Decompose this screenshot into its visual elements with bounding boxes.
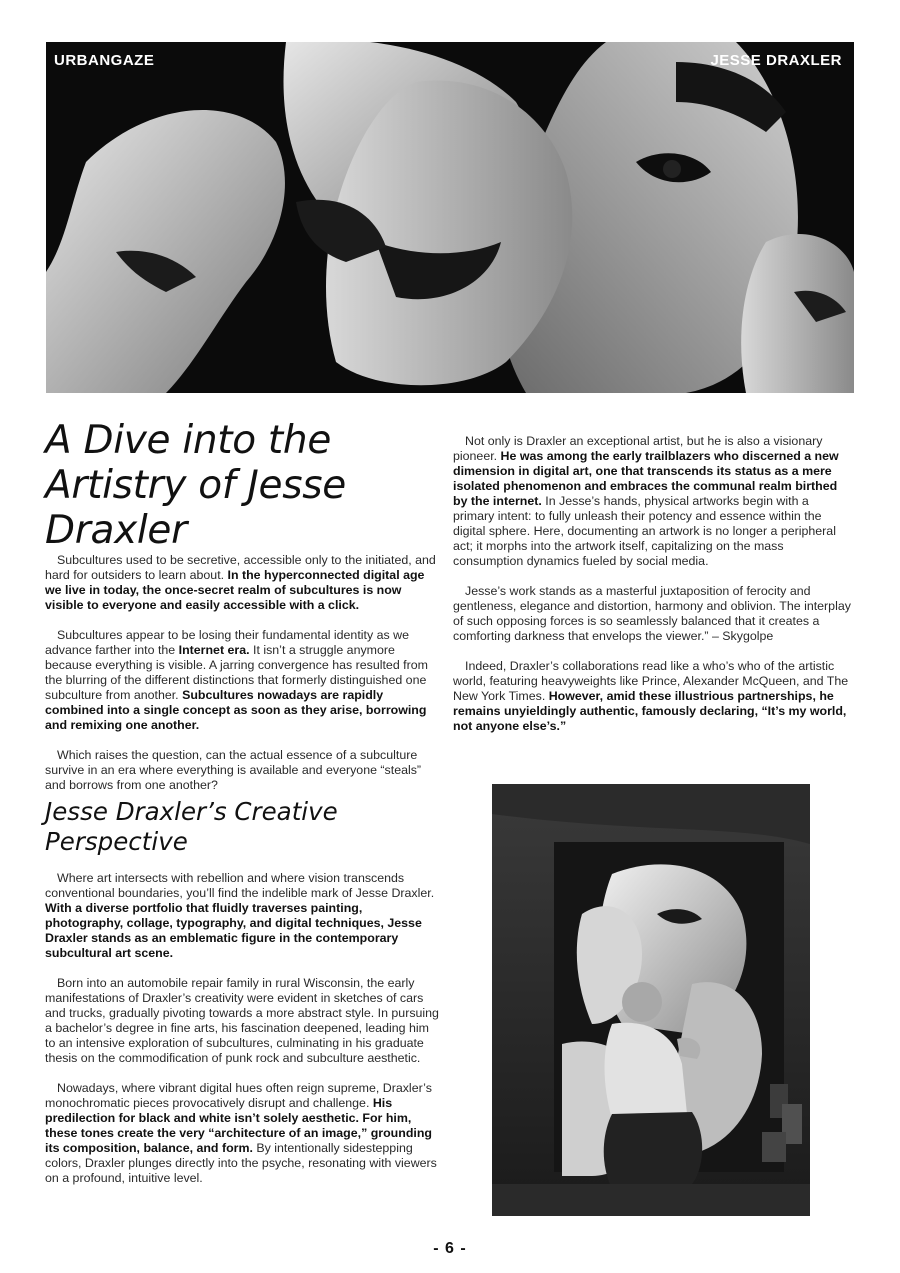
section-heading: Jesse Draxler’s Creative Perspective bbox=[45, 797, 338, 856]
intro-paragraph-3: Which raises the question, can the actual essence of a subculture survive in an era where everything is available and everyone “steals” and borrows from one another? bbox=[45, 748, 422, 792]
right-paragraph-1: Not only is Draxler an exceptional artist, but he is also a visionary pioneer. He was among the early trailblazers who discerned a new dimension in digital art, one that transcends its status as a mere isolated phenomenon and embraces the communal realm birthed by the internet. In Jesse’s hands, physical artworks begin with a primary intent: to fully unleash their potency and essence within the digital sphere. Here, documenting an artwork is no longer a peripheral act; it morphs into the artwork itself, capitalizing on the mass consumption dynamics fueled by social media. bbox=[453, 434, 839, 568]
intro-paragraph-1: Subcultures used to be secretive, accessible only to the initiated, and hard for outsiders to learn about. In the hyperconnected digital age we live in today, the once-secret realm of subcultures is now visible to everyone and easily accessible with a click. bbox=[45, 553, 436, 612]
section-paragraph-2: Born into an automobile repair family in rural Wisconsin, the early manifestations of Draxler’s creativity were evident in sketches of cars and trucks, gradually pivoting towards a more abstract style. In pursuing a bachelor’s degree in fine arts, his fascination deepened, leading him to an intensive exploration of subcultures, culminating in his graduate thesis on the commodification of punk rock and subculture aesthetic. bbox=[45, 976, 439, 1065]
intro-paragraph-2: Subcultures appear to be losing their fundamental identity as we advance farther into the Internet era. It isn’t a struggle anymore because everything is visible. A jarring convergence has resulted from the blurring of the different distinctions that formerly distinguished one subculture from another. Subcultures nowadays are rapidly combined into a single concept as soon as they arise, borrowing and remixing one another. bbox=[45, 628, 428, 732]
section-paragraph-1: Where art intersects with rebellion and where vision transcends conventional boundaries, you’ll find the indelible mark of Jesse Draxler. With a diverse portfolio that fluidly traverses painting, photography, collage, typography, and digital techniques, Jesse Draxler stands as an emblematic figure in the contemporary subcultural art scene. bbox=[45, 871, 435, 960]
fragmented-face-collage-image bbox=[46, 42, 854, 393]
artist-name-tag: JESSE DRAXLER bbox=[710, 52, 842, 69]
hero-image bbox=[46, 42, 854, 393]
magazine-name: URBANGAZE bbox=[54, 52, 155, 69]
page-number: - 6 - bbox=[433, 1240, 467, 1257]
artist-painting-in-studio-image bbox=[492, 784, 810, 1216]
left-column bbox=[45, 418, 440, 1186]
right-paragraph-3: Indeed, Draxler’s collaborations read like a who’s who of the artistic world, featuring heavyweights like Prince, Alexander McQueen, and The New York Times. However, amid these illustrious partnerships, he remains unyieldingly authentic, famously declaring, “It’s my world, not anyone else’s.” bbox=[453, 659, 849, 733]
studio-photo bbox=[492, 784, 810, 1216]
section-paragraph-3: Nowadays, where vibrant digital hues often reign supreme, Draxler’s monochromatic pieces provocatively disrupt and challenge. His predilection for black and white isn’t solely aesthetic. For him, these tones create the very “architecture of an image,” grounding its composition, balance, and form. By intentionally sidestepping colors, Draxler plunges directly into the psyche, resonating with viewers on a profound, intuitive level. bbox=[45, 1081, 437, 1185]
article-title: A Dive into the Artistry of Jesse Draxler bbox=[45, 418, 346, 553]
right-paragraph-2: Jesse’s work stands as a masterful juxtaposition of ferocity and gentleness, elegance and distortion, harmony and oblivion. The interplay of such opposing forces is so seamlessly balanced that it creates a comforting darkness that envelops the viewer.” – Skygolpe bbox=[453, 584, 851, 643]
right-column bbox=[453, 434, 853, 734]
